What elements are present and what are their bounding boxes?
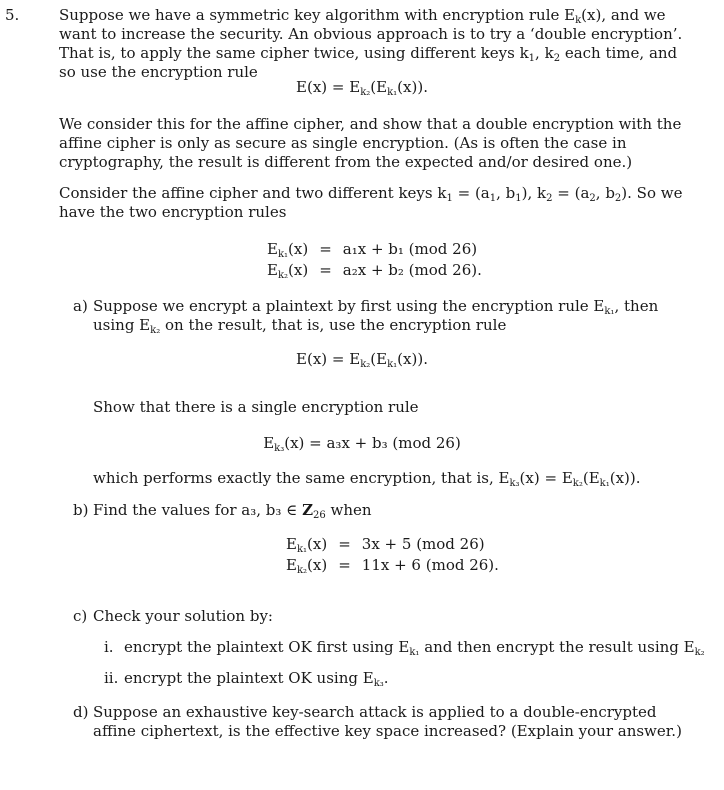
- part-a-text: Suppose we encrypt a plaintext by first using the encryption rule $E_{k_1}$, then using $E_{k_2}$ on the result, that is, use the encryption rule: [93, 297, 659, 336]
- part-c-text: Check your solution by:: [93, 607, 273, 625]
- part-b-rule-2-row: $E_{k_2}(x)$ = 11x + 6 (mod 26).: [286, 556, 499, 576]
- part-c-i-label: i.: [104, 638, 114, 656]
- part-a-label: a): [73, 297, 88, 315]
- double-encryption-equation: $E(x) = E_{k_2}(E_{k_1}(x))$.: [296, 78, 428, 98]
- single-rule-equation: $E_{k_3}(x) = a_3x + b_3$ (mod 26): [263, 434, 461, 454]
- part-c-ii-text: encrypt the plaintext OK using $E_{k_3}$.: [124, 669, 389, 689]
- part-c-ii-label: ii.: [104, 669, 119, 687]
- problem-intro: Suppose we have a symmetric key algorithm with encryption rule $E_k(x)$, and we want to increase the security. An obvious approach is to try a ‘double encryption’. That is, to apply the same cipher twice, using different keys $k_1$, $k_2$ each time, and so use the encryption rule: [59, 6, 683, 81]
- part-b-equations: [286, 534, 499, 576]
- part-b-label: b): [73, 501, 89, 519]
- affine-context-paragraph: We consider this for the affine cipher, and show that a double encryption with the affine cipher is only as secure as single encryption. (As is often the case in cryptography, the result is different from the expected and/or desired one.): [59, 115, 682, 171]
- part-a-equation: $E(x) = E_{k_2}(E_{k_1}(x))$.: [296, 350, 428, 370]
- part-a-which-text: which performs exactly the same encryption, that is, $E_{k_3}(x) = E_{k_2}(E_{k_1}(x))$.: [93, 469, 641, 489]
- keys-paragraph: Consider the affine cipher and two different keys $k_1 = (a_1$, $b_1$), $k_2 = (a_2$, $b_2$). So we have the two encryption rules: [59, 184, 683, 221]
- rule-2-row: $E_{k_2}(x)$ = a₂x + b₂ (mod 26).: [267, 261, 482, 281]
- part-c-label: c): [73, 607, 88, 625]
- part-b-rule-1-row: $E_{k_1}(x)$ = 3x + 5 (mod 26): [286, 535, 485, 555]
- part-d-text: Suppose an exhaustive key-search attack is applied to a double-encrypted affine ciphertext, is the effective key space increased? (Explain your answer.): [93, 703, 682, 740]
- encryption-rules-equations: [267, 239, 482, 281]
- problem-number: 5.: [5, 6, 20, 24]
- part-d-label: d): [73, 703, 89, 721]
- part-a-show-text: Show that there is a single encryption rule: [93, 398, 419, 416]
- part-c-i-text: encrypt the plaintext OK first using $E_{k_1}$ and then encrypt the result using $E_{k_2}$: [124, 638, 705, 658]
- part-b-text: Find the values for a₃, b₃ ∈ $Z_{26}$ when: [93, 501, 372, 521]
- rule-1-row: $E_{k_1}(x)$ = a₁x + b₁ (mod 26): [267, 240, 478, 260]
